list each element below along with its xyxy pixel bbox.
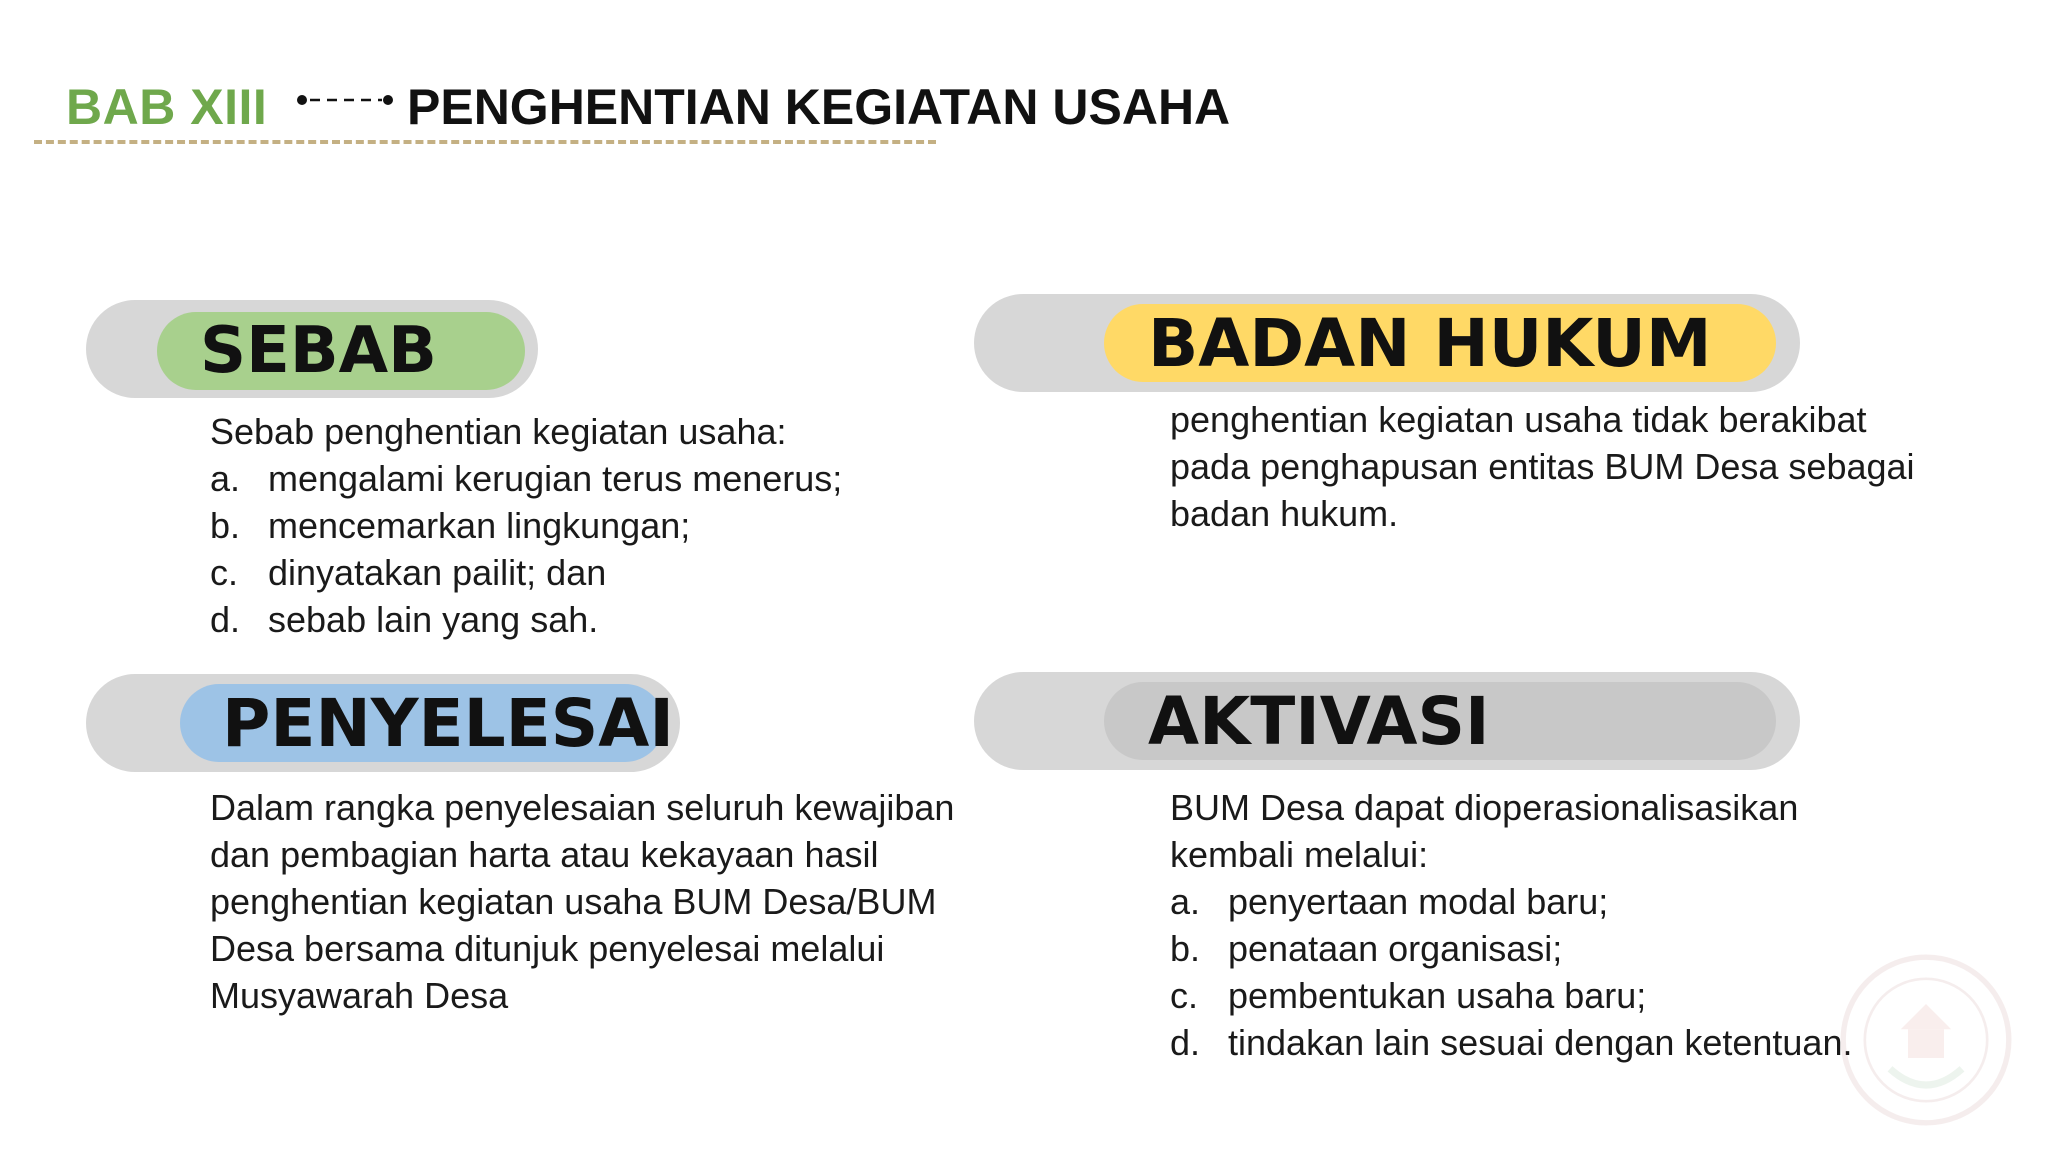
text-line: pada penghapusan entitas BUM Desa sebagai	[1170, 446, 1915, 487]
page-title: PENGHENTIAN KEGIATAN USAHA	[407, 79, 1231, 135]
list-item: b. penataan organisasi;	[1170, 928, 1563, 969]
header-divider	[34, 140, 936, 144]
sebab-heading-pill	[157, 312, 525, 390]
text-line: kembali melalui:	[1170, 834, 1429, 875]
badan-hukum-content	[1170, 396, 2010, 537]
chapter-label: BAB XIII	[66, 79, 268, 135]
text-line: penghentian kegiatan usaha tidak berakibat	[1170, 399, 1867, 440]
sebab-content	[210, 408, 970, 643]
watermark-seal-icon	[1836, 950, 2016, 1130]
text-line: Desa bersama ditunjuk penyelesai melalui	[210, 928, 885, 969]
badan-hukum-heading: BADAN HUKUM	[1148, 304, 1712, 382]
aktivasi-heading-pill	[1104, 682, 1776, 760]
penyelesai-heading-pill	[180, 684, 674, 762]
penyelesai-content	[210, 784, 1070, 1019]
sebab-list	[210, 455, 970, 643]
text-line: penghentian kegiatan usaha BUM Desa/BUM	[210, 881, 937, 922]
list-item: c. dinyatakan pailit; dan	[210, 552, 607, 593]
text-line: BUM Desa dapat dioperasionalisasikan	[1170, 787, 1799, 828]
sebab-heading: SEBAB	[200, 314, 437, 388]
text-line: Dalam rangka penyelesaian seluruh kewajiban	[210, 787, 955, 828]
text-line: Musyawarah Desa	[210, 975, 509, 1016]
list-item: c. pembentukan usaha baru;	[1170, 975, 1647, 1016]
sebab-intro: Sebab penghentian kegiatan usaha:	[210, 411, 787, 452]
text-line: dan pembagian harta atau kekayaan hasil	[210, 834, 879, 875]
badan-hukum-heading-pill	[1104, 304, 1776, 382]
penyelesai-heading: PENYELESAI	[222, 684, 674, 762]
text-line: badan hukum.	[1170, 493, 1399, 534]
list-item: d. tindakan lain sesuai dengan ketentuan.	[1170, 1022, 1853, 1063]
list-item: b. mencemarkan lingkungan;	[210, 505, 691, 546]
dashed-arrow-icon	[296, 90, 396, 110]
list-item: a. penyertaan modal baru;	[1170, 881, 1609, 922]
list-item: d. sebab lain yang sah.	[210, 599, 599, 640]
list-item: a. mengalami kerugian terus menerus;	[210, 458, 843, 499]
aktivasi-heading: AKTIVASI	[1148, 682, 1490, 760]
